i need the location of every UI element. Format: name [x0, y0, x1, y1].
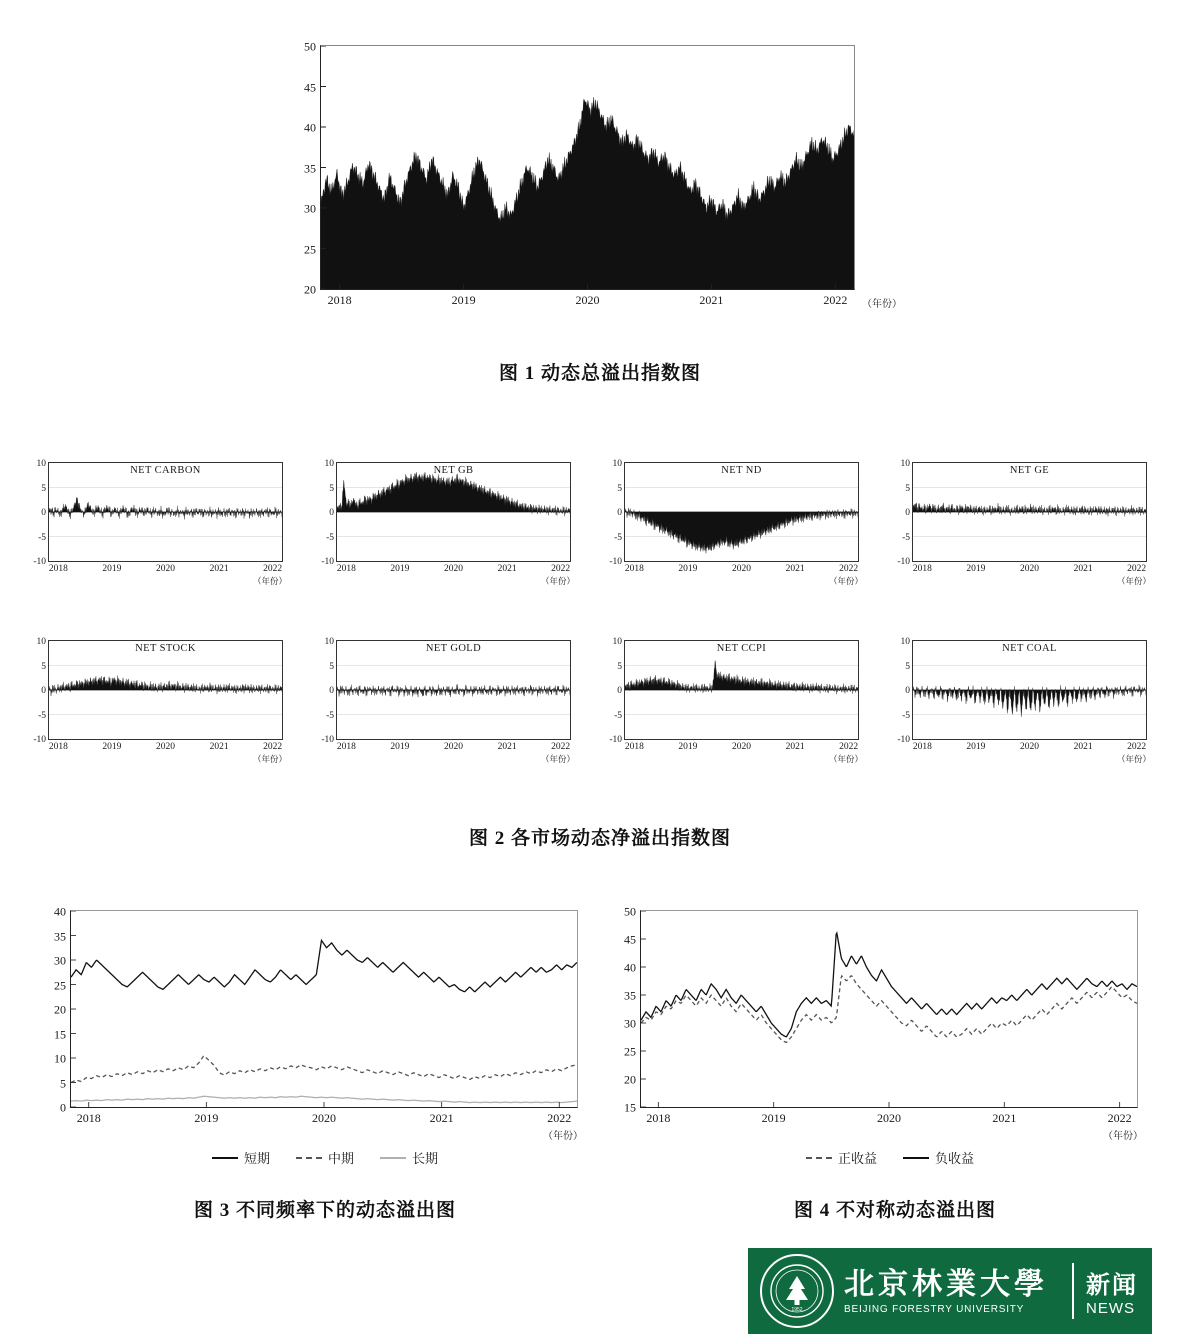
- figure-3-y-tick: 30: [54, 953, 66, 968]
- figure-2-y-tick: -10: [897, 557, 910, 567]
- figure-1-x-tick: 2022: [823, 293, 848, 307]
- figure-2-panel-plot: [33, 637, 287, 764]
- figure-4-y-tick: 20: [624, 1072, 636, 1087]
- figure-3-y-tick: 5: [60, 1076, 66, 1090]
- figure-4-x-tick: 2021: [992, 1111, 1017, 1125]
- figure-3-legend-item: [296, 1148, 354, 1167]
- figure-2-x-tick: 2018: [624, 742, 644, 752]
- figure-4-x-tick: 2020: [877, 1111, 901, 1125]
- figure-2-y-tick: 10: [324, 637, 334, 647]
- figure-2-x-tick: 2021: [497, 742, 517, 752]
- figure-1-y-tick: 40: [304, 120, 316, 135]
- figure-4-caption: 图 4 不对称动态溢出图: [793, 1200, 996, 1221]
- figure-2-panel-series: [337, 641, 570, 739]
- figure-1-y-tick: 45: [304, 80, 316, 94]
- figure-4-y-tick: 25: [624, 1044, 636, 1059]
- figure-3-y-tick: 35: [54, 929, 66, 943]
- university-name-cn: 北京林業大學: [844, 1267, 1048, 1301]
- figure-2-x-tick: 2020: [732, 564, 751, 574]
- figure-2-panel: [609, 459, 863, 586]
- figure-4-x-tick: 2018: [646, 1111, 671, 1125]
- figure-2-panel-series: [49, 463, 282, 561]
- figure-4-legend-item: [806, 1148, 877, 1167]
- figure-2-y-tick: 10: [612, 459, 622, 469]
- figure-2-y-tick: -5: [38, 710, 46, 721]
- figure-2-x-unit: （年份）: [828, 576, 863, 586]
- news-label-cn: 新闻: [1086, 1273, 1138, 1299]
- figure-3-x-unit: （年份）: [543, 1131, 583, 1142]
- figure-2-y-tick: 0: [41, 686, 46, 696]
- figure-3-y-tick: 0: [60, 1100, 66, 1115]
- figure-4-x-tick: 2019: [761, 1111, 786, 1125]
- figure-2-panel-title: NET GOLD: [425, 643, 482, 654]
- figure-2-panel: [897, 459, 1151, 586]
- figure-2-panel: [897, 637, 1151, 764]
- figure-4-legend: [640, 1148, 1140, 1167]
- figure-2-x-tick: 2018: [336, 742, 356, 752]
- figure-2-panel-title: NET COAL: [1002, 643, 1057, 654]
- figure-1-y-tick: 35: [304, 161, 316, 175]
- figure-2-y-tick: 0: [905, 686, 910, 696]
- figure-2-x-tick: 2020: [444, 742, 463, 752]
- figure-2-y-tick: -5: [614, 710, 622, 721]
- figure-2-panel-title: NET STOCK: [135, 643, 196, 654]
- figure-2-panel-title: NET CARBON: [130, 465, 201, 476]
- figure-2-x-tick: 2019: [390, 564, 410, 574]
- figure-2-panel-plot: [321, 459, 575, 586]
- figure-1-series: [321, 46, 854, 289]
- logo-divider: [1072, 1263, 1074, 1319]
- figure-2-x-tick: 2019: [678, 564, 698, 574]
- figure-2-x-tick: 2018: [48, 742, 68, 752]
- figure-3-x-tick: 2021: [429, 1111, 454, 1125]
- figure-2-y-tick: -5: [902, 710, 910, 721]
- figure-2-x-unit: （年份）: [252, 576, 287, 586]
- figure-2-x-tick: 2019: [102, 564, 122, 574]
- figure-2-y-tick: 10: [36, 637, 46, 647]
- figure-2-x-unit: （年份）: [828, 754, 863, 764]
- figure-2-panel-series: [625, 463, 858, 561]
- figure-2-x-tick: 2020: [156, 564, 175, 574]
- figure-4-x-unit: （年份）: [1103, 1131, 1143, 1142]
- figure-2-y-tick: 5: [41, 661, 46, 672]
- figure-2-x-tick: 2021: [785, 564, 805, 574]
- figure-2-x-unit: （年份）: [252, 754, 287, 764]
- figure-3-caption: 图 3 不同频率下的动态溢出图: [193, 1200, 456, 1221]
- figure-2-y-tick: -10: [321, 557, 334, 567]
- figure-2-panel-series: [913, 641, 1146, 739]
- figure-2-y-tick: 10: [900, 459, 910, 469]
- figure-2-panel: [321, 459, 575, 586]
- figure-4-legend-label: 正收益: [837, 1151, 877, 1166]
- figure-2-x-tick: 2020: [444, 564, 463, 574]
- figure-2-x-tick: 2018: [912, 564, 932, 574]
- figure-3-legend: [70, 1148, 580, 1167]
- figure-2-x-tick: 2022: [263, 742, 283, 752]
- svg-text:1952: 1952: [791, 1307, 803, 1313]
- figure-2-panel-title: NET GB: [433, 465, 474, 476]
- figure-4-legend-swatch: [806, 1157, 832, 1159]
- figure-1-x-tick: 2018: [327, 293, 352, 307]
- figure-3-legend-item: [380, 1148, 438, 1167]
- figure-2-x-unit: （年份）: [1116, 576, 1151, 586]
- figure-2-x-tick: 2021: [209, 564, 229, 574]
- figure-2-y-tick: -10: [609, 557, 622, 567]
- figure-4-y-tick: 30: [624, 1016, 636, 1031]
- figure-3-legend-swatch: [212, 1157, 238, 1159]
- figure-2-y-tick: 10: [324, 459, 334, 469]
- news-block: [1086, 1265, 1152, 1317]
- figure-3-legend-label: 中期: [327, 1151, 354, 1166]
- figure-2-panel: [321, 637, 575, 764]
- figure-2-y-tick: -5: [902, 532, 910, 543]
- figure-2-y-tick: 5: [905, 483, 910, 494]
- figure-2-x-tick: 2021: [1073, 742, 1093, 752]
- figure-2-x-tick: 2022: [551, 742, 571, 752]
- figure-2-caption: 图 2 各市场动态净溢出指数图: [468, 828, 731, 849]
- figure-2-panel-title: NET GE: [1009, 465, 1050, 476]
- figure-2-x-tick: 2019: [102, 742, 122, 752]
- figure-3-line: [71, 1096, 577, 1102]
- figure-2-x-tick: 2022: [263, 564, 283, 574]
- figure-4-legend-item: [903, 1148, 974, 1167]
- figure-3-legend-swatch: [296, 1157, 322, 1159]
- figure-1-x-tick: 2020: [575, 293, 600, 307]
- figure-2-x-tick: 2022: [839, 742, 859, 752]
- figure-1-x-tick: 2019: [451, 293, 476, 307]
- figure-4-y-tick: 50: [624, 904, 636, 919]
- figure-1-x-unit: （年份）: [862, 299, 902, 310]
- figure-4-y-tick: 15: [624, 1100, 636, 1115]
- figure-3-x-tick: 2019: [194, 1111, 219, 1125]
- figure-2-panel-plot: [897, 459, 1151, 586]
- figure-4-legend-swatch: [903, 1157, 929, 1159]
- figure-1-caption: 图 1 动态总溢出指数图: [498, 363, 701, 384]
- university-name-block: [844, 1268, 1060, 1315]
- figure-2-x-tick: 2018: [912, 742, 932, 752]
- figure-2-x-unit: （年份）: [540, 576, 575, 586]
- figure-2-y-tick: 5: [905, 661, 910, 672]
- figure-3-legend-swatch: [380, 1157, 406, 1159]
- figure-2-panel-title: NET ND: [721, 465, 762, 476]
- figure-2-y-tick: 5: [617, 661, 622, 672]
- figure-2-panel-plot: [897, 637, 1151, 764]
- figure-3-legend-label: 短期: [243, 1151, 270, 1166]
- figure-2-panel-series: [625, 641, 858, 739]
- figure-2-panel-series: [337, 463, 570, 561]
- news-label-en: NEWS: [1086, 1300, 1135, 1317]
- figure-2-y-tick: -10: [321, 735, 334, 745]
- figure-3-y-tick: 15: [54, 1027, 66, 1041]
- figure-2-x-tick: 2019: [966, 564, 986, 574]
- figure-2-panel-series: [49, 641, 282, 739]
- figure-3-x-tick: 2022: [547, 1111, 572, 1125]
- figure-2-panel-plot: [609, 459, 863, 586]
- figure-3-series: [71, 911, 577, 1107]
- figure-1-y-tick: 50: [304, 39, 316, 54]
- figure-4-chart: [624, 904, 1143, 1142]
- figure-2-y-tick: 0: [617, 508, 622, 518]
- figure-2-x-tick: 2020: [156, 742, 175, 752]
- figure-3-x-tick: 2018: [76, 1111, 101, 1125]
- figure-2-panel-plot: [33, 459, 287, 586]
- figure-4-line: [641, 933, 1137, 1037]
- university-logo: [748, 1248, 1152, 1334]
- figure-4-line: [641, 976, 1137, 1043]
- figure-2-panel: [609, 637, 863, 764]
- figure-2-y-tick: 5: [329, 483, 334, 494]
- figure-2-x-tick: 2019: [678, 742, 698, 752]
- figure-2-x-tick: 2022: [839, 564, 859, 574]
- figure-2-y-tick: 5: [329, 661, 334, 672]
- figure-2-panel-plot: [609, 637, 863, 764]
- figure-2-y-tick: 10: [612, 637, 622, 647]
- figure-2-x-tick: 2022: [1127, 564, 1147, 574]
- figure-3-legend-label: 长期: [412, 1151, 439, 1166]
- figure-2-y-tick: 0: [329, 508, 334, 518]
- figure-2-y-tick: 0: [905, 508, 910, 518]
- figure-2-y-tick: -5: [326, 532, 334, 543]
- figure-4-y-tick: 40: [624, 960, 636, 975]
- figure-1-y-tick: 20: [304, 282, 316, 297]
- figure-4-x-tick: 2022: [1107, 1111, 1132, 1125]
- figure-3-legend-item: [212, 1148, 270, 1167]
- figure-3-y-tick: 40: [54, 904, 66, 919]
- figure-4-series: [641, 911, 1137, 1107]
- figure-3-y-tick: 20: [54, 1002, 66, 1017]
- figure-3-chart: [54, 904, 583, 1142]
- figure-2-x-tick: 2018: [336, 564, 356, 574]
- figure-4-legend-label: 负收益: [935, 1151, 975, 1166]
- figure-2-y-tick: -5: [38, 532, 46, 543]
- figure-2-x-tick: 2018: [624, 564, 644, 574]
- figure-2-y-tick: 5: [617, 483, 622, 494]
- figure-2-y-tick: -10: [897, 735, 910, 745]
- figure-2-x-tick: 2018: [48, 564, 68, 574]
- figure-2-x-tick: 2021: [1073, 564, 1093, 574]
- figure-2-panel: [33, 637, 287, 764]
- figure-3-line: [71, 940, 577, 991]
- figure-2-x-tick: 2021: [785, 742, 805, 752]
- figure-3-x-tick: 2020: [312, 1111, 336, 1125]
- figure-1-chart: [304, 39, 902, 310]
- figure-2-x-tick: 2021: [209, 742, 229, 752]
- figure-2-x-tick: 2019: [390, 742, 410, 752]
- figure-2-panel: [33, 459, 287, 586]
- figure-2-y-tick: 0: [617, 686, 622, 696]
- university-name-en: BEIJING FORESTRY UNIVERSITY: [844, 1303, 1025, 1315]
- figure-2-y-tick: 10: [900, 637, 910, 647]
- figure-2-x-tick: 2021: [497, 564, 517, 574]
- university-crest-icon: [760, 1254, 834, 1328]
- figure-2-x-tick: 2020: [1020, 742, 1039, 752]
- figure-1-y-tick: 25: [304, 242, 316, 256]
- figure-3-y-tick: 25: [54, 978, 66, 992]
- figure-2-panel-plot: [321, 637, 575, 764]
- figure-3-y-tick: 10: [54, 1051, 66, 1066]
- figure-2-x-unit: （年份）: [540, 754, 575, 764]
- figure-2-y-tick: -10: [609, 735, 622, 745]
- figure-2-y-tick: 0: [329, 686, 334, 696]
- figure-2-y-tick: 0: [41, 508, 46, 518]
- figure-3-line: [71, 1056, 577, 1083]
- figure-2-x-unit: （年份）: [1116, 754, 1151, 764]
- figure-2-y-tick: -5: [614, 532, 622, 543]
- figure-2-y-tick: -5: [326, 710, 334, 721]
- figure-2-y-tick: -10: [33, 735, 46, 745]
- figure-2-panel-title: NET CCPI: [716, 643, 767, 654]
- figure-2-y-tick: -10: [33, 557, 46, 567]
- figure-2-y-tick: 5: [41, 483, 46, 494]
- figure-1-y-tick: 30: [304, 201, 316, 216]
- figure-2-x-tick: 2020: [732, 742, 751, 752]
- figure-2-x-tick: 2022: [551, 564, 571, 574]
- figure-2-x-tick: 2022: [1127, 742, 1147, 752]
- figure-1-x-tick: 2021: [699, 293, 724, 307]
- figure-2-y-tick: 10: [36, 459, 46, 469]
- figure-2-panel-series: [913, 463, 1146, 561]
- figure-4-y-tick: 45: [624, 932, 636, 947]
- figure-2-x-tick: 2019: [966, 742, 986, 752]
- figure-4-y-tick: 35: [624, 988, 636, 1003]
- figure-2-x-tick: 2020: [1020, 564, 1039, 574]
